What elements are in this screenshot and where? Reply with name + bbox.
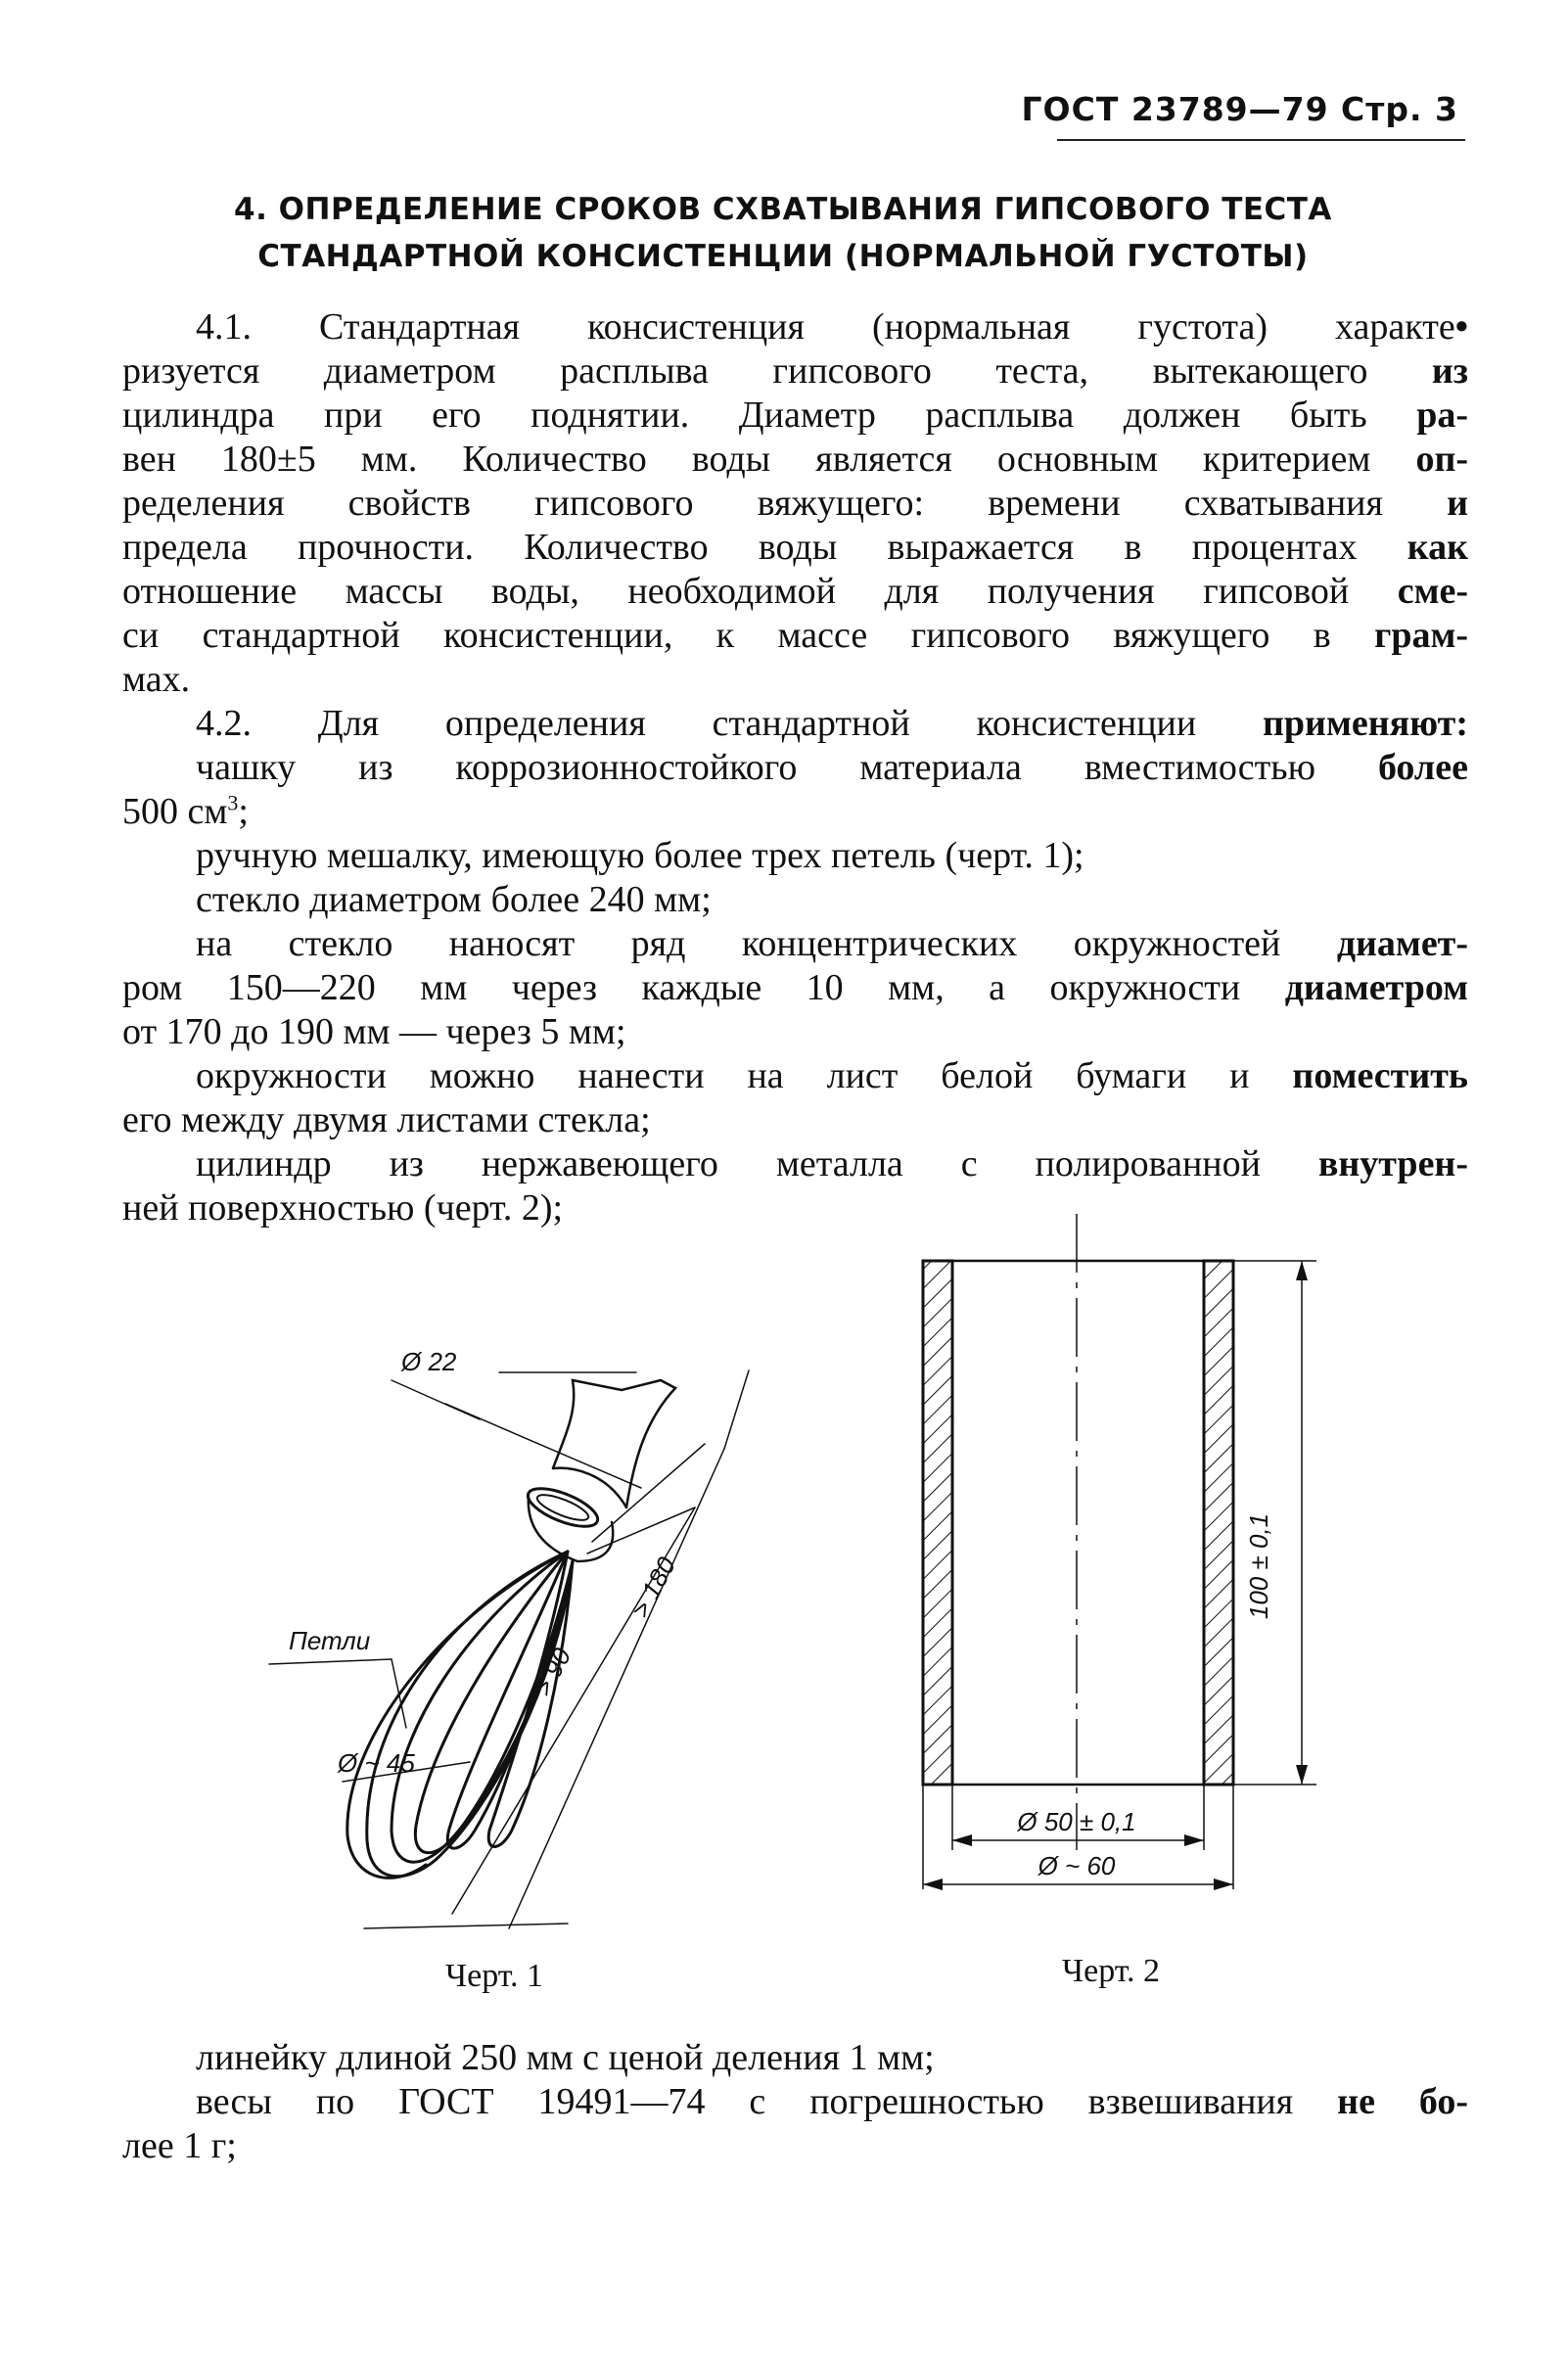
text-line: 500 $см^3$;	[122, 790, 249, 832]
text-line: си стандартной консистенции, к массе гипсового вяжущего в грам-	[122, 615, 1468, 656]
text-line: мах.	[122, 659, 191, 700]
text-line: чашку из коррозионностойкого материала вместимостью более	[196, 747, 1468, 788]
label-diameter-45: Ø ~ 45	[338, 1748, 415, 1778]
section-title	[196, 186, 1370, 280]
text-line: его между двумя листами стекла;	[122, 1099, 651, 1140]
figure-1-caption: Черт. 1	[445, 1958, 544, 1994]
figure-2-cylinder-drawing	[881, 1214, 1331, 1919]
section-title-line-2: СТАНДАРТНОЙ КОНСИСТЕНЦИИ (НОРМАЛЬНОЙ ГУСТОТЫ)	[257, 239, 1309, 274]
text-line: весы по ГОСТ 19491—74 с погрешностью взвешивания не бо-	[196, 2081, 1469, 2122]
text-line: ром 150—220 мм через каждые 10 мм, а окружности диаметром	[122, 967, 1468, 1008]
page-header: ГОСТ 23789—79 Стр. 3	[1021, 90, 1458, 128]
text-line: линейку длиной 250 мм с ценой деления 1 мм;	[196, 2037, 935, 2078]
header-rule	[1057, 139, 1465, 141]
text-line: ределения свойств гипсового вяжущего: времени схватывания и	[122, 483, 1468, 524]
text-line: ручную мешалку, имеющую более трех петель (черт. 1);	[196, 835, 1084, 876]
label-loops: Петли	[289, 1626, 371, 1655]
label-diameter-22: Ø 22	[401, 1351, 457, 1376]
section-title-line-1: 4. ОПРЕДЕЛЕНИЕ СРОКОВ СХВАТЫВАНИЯ ГИПСОВОГО ТЕСТА	[234, 192, 1332, 227]
text-line: ней поверхностью (черт. 2);	[122, 1187, 564, 1229]
text-line: от 170 до 190 мм — через 5 мм;	[122, 1011, 626, 1052]
text-line: стекло диаметром более 240 мм;	[196, 879, 712, 920]
text-line: на стекло наносят ряд концентрических окружностей диамет-	[196, 923, 1468, 964]
text-line: ризуется диаметром расплыва гипсового теста, вытекающего из	[122, 350, 1468, 392]
text-line: отношение массы воды, необходимой для получения гипсовой сме-	[122, 571, 1468, 612]
text-line: окружности можно нанести на лист белой бумаги и поместить	[196, 1055, 1468, 1096]
whisk-loops	[347, 1552, 573, 1878]
whisk-handle	[553, 1380, 675, 1508]
cylinder-right-wall	[1204, 1261, 1233, 1785]
text-line: цилиндра при его поднятии. Диаметр расплыва должен быть ра-	[122, 394, 1468, 436]
label-inner-diameter: Ø 50 ± 0,1	[1017, 1807, 1136, 1836]
figure-1-whisk-drawing	[245, 1351, 832, 1938]
whisk-collar	[524, 1481, 603, 1534]
text-line: вен 180±5 мм. Количество воды является основным критерием оп-	[122, 439, 1468, 480]
label-height: 100 ± 0,1	[1244, 1512, 1273, 1620]
text-line: лее 1 г;	[122, 2125, 237, 2166]
text-line: 4.1. Стандартная консистенция (нормальная густота) характе•	[196, 306, 1468, 348]
text-line: цилиндр из нержавеющего металла с полированной внутрен-	[196, 1143, 1468, 1184]
cylinder-left-wall	[923, 1261, 952, 1785]
label-length-180: > 180	[624, 1552, 682, 1623]
text-line: предела прочности. Количество воды выражается в процентах как	[122, 527, 1468, 568]
figure-2-caption: Черт. 2	[1062, 1953, 1161, 1989]
text-line: 4.2. Для определения стандартной консистенции применяют:	[196, 703, 1468, 744]
label-outer-diameter: Ø ~ 60	[1038, 1851, 1116, 1880]
label-length-90: > 90	[527, 1643, 577, 1701]
